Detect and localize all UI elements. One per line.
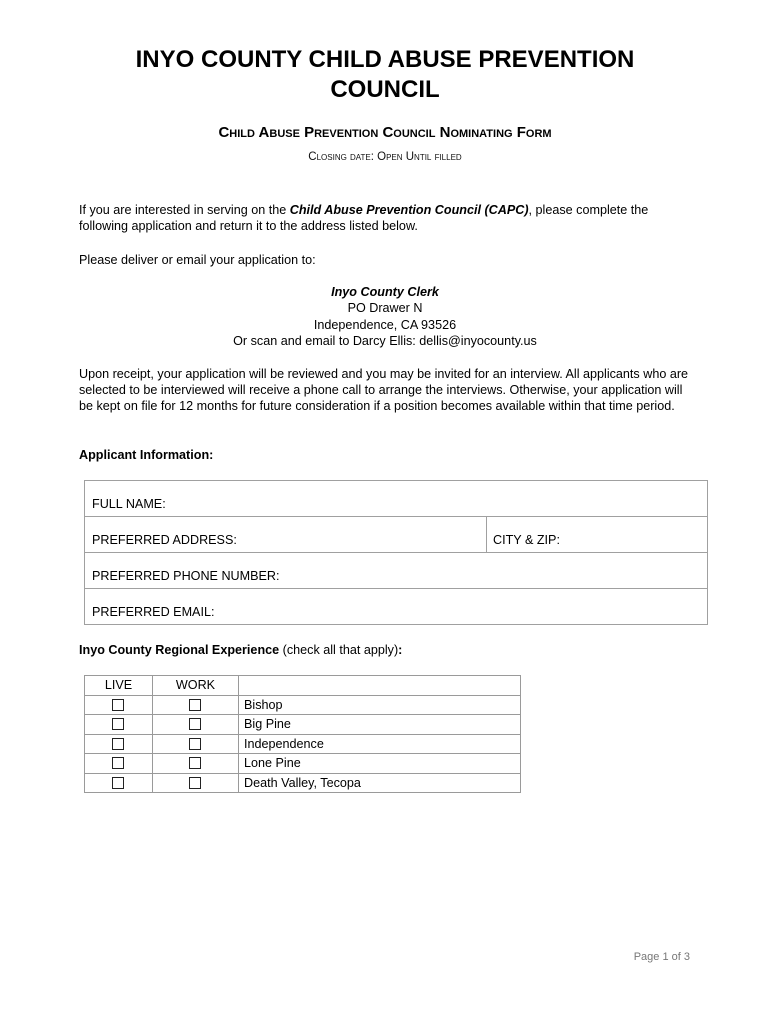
email-label: PREFERRED EMAIL: [92, 605, 215, 619]
work-checkbox-independence[interactable] [189, 738, 201, 750]
table-row [85, 754, 520, 774]
town-name: Big Pine [244, 717, 291, 732]
work-checkbox-bishop[interactable] [189, 699, 201, 711]
address-line-3: Or scan and email to Darcy Ellis: dellis@inyocounty.us [233, 333, 537, 348]
form-subtitle: Child Abuse Prevention Council Nominating Form [218, 124, 552, 141]
live-checkbox-death-valley[interactable] [112, 777, 124, 789]
live-checkbox-independence[interactable] [112, 738, 124, 750]
work-checkbox-big-pine[interactable] [189, 718, 201, 730]
experience-heading-colon: : [398, 643, 403, 657]
work-column-header: WORK [175, 678, 216, 692]
deliver-instruction: Please deliver or email your application to: [79, 253, 316, 267]
full-name-field[interactable] [85, 481, 707, 517]
town-name: Independence [244, 736, 324, 751]
applicant-info-heading: Applicant Information: [79, 448, 214, 462]
town-name: Lone Pine [244, 756, 301, 771]
live-checkbox-bishop[interactable] [112, 699, 124, 711]
title-line-1: INYO COUNTY CHILD ABUSE PREVENTION [135, 46, 635, 73]
applicant-info-table [84, 480, 708, 625]
title-line-2: COUNCIL [330, 76, 440, 103]
intro-paragraph [79, 202, 699, 234]
work-checkbox-death-valley[interactable] [189, 777, 201, 789]
table-row [85, 774, 520, 794]
address-line-2: Independence, CA 93526 [313, 317, 457, 332]
live-checkbox-lone-pine[interactable] [112, 757, 124, 769]
closing-date: Closing date: Open Until filled [308, 151, 462, 163]
table-header-row [85, 676, 520, 696]
intro-text-before: If you are interested in serving on the [79, 203, 290, 217]
intro-text-after: , please complete the following application and return it to the address listed below. [79, 203, 649, 233]
address-line-1: PO Drawer N [347, 301, 423, 316]
address-name: Inyo County Clerk [331, 285, 439, 299]
town-name: Bishop [244, 697, 283, 712]
regional-experience-table [84, 675, 521, 793]
page-number: Page 1 of 3 [633, 951, 690, 963]
address-row [85, 517, 707, 553]
document-title [60, 45, 710, 105]
phone-label: PREFERRED PHONE NUMBER: [92, 569, 280, 583]
address-city-divider [486, 517, 487, 552]
phone-field[interactable] [85, 553, 707, 589]
table-row [85, 696, 520, 716]
address-field[interactable]: PREFERRED ADDRESS: [92, 533, 237, 547]
experience-heading-bold: Inyo County Regional Experience [79, 643, 280, 657]
email-field[interactable] [85, 589, 707, 625]
regional-experience-heading [79, 643, 402, 657]
live-column-header: LIVE [104, 678, 133, 692]
table-row [85, 735, 520, 755]
work-checkbox-lone-pine[interactable] [189, 757, 201, 769]
full-name-label: FULL NAME: [92, 497, 166, 511]
experience-heading-note: (check all that apply) [279, 643, 399, 657]
council-name: Child Abuse Prevention Council (CAPC) [289, 203, 529, 217]
mailing-address [0, 284, 770, 349]
live-checkbox-big-pine[interactable] [112, 718, 124, 730]
city-zip-field[interactable]: CITY & ZIP: [493, 533, 560, 547]
table-row [85, 715, 520, 735]
town-name: Death Valley, Tecopa [244, 776, 361, 790]
receipt-paragraph: Upon receipt, your application will be reviewed and you may be invited for an interview. All applicants who are selected to be interviewed will receive a phone call to arrange the interviews. Otherwise, your application will be kept on file for 12 months for future consideration if a position becomes available within that time period. [79, 367, 689, 413]
